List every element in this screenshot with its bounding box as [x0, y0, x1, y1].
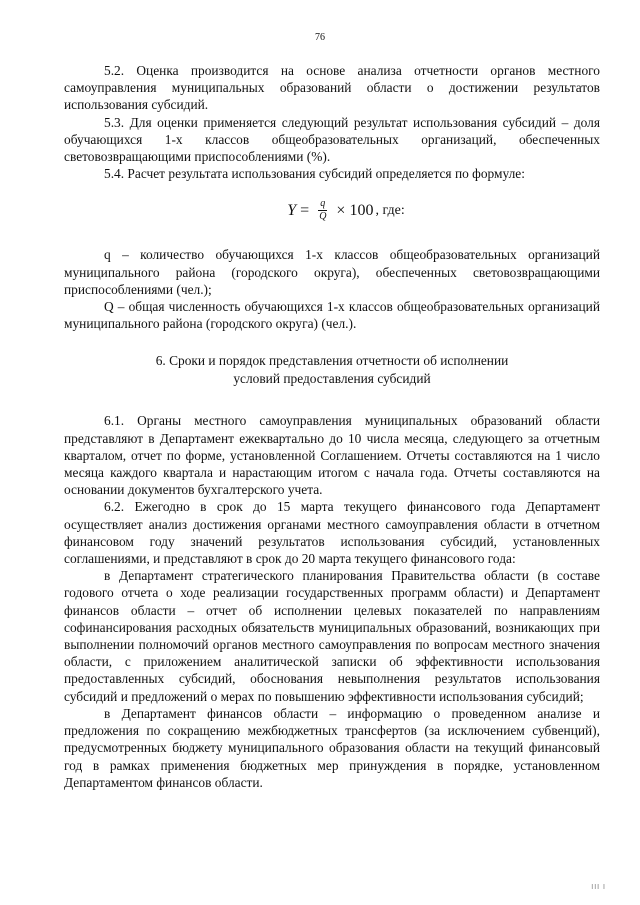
formula-numerator: q	[320, 197, 326, 209]
paragraph-5-4: 5.4. Расчет результата использования субсидий определяется по формуле:	[104, 166, 525, 182]
paragraph-6-2: 6.2. Ежегодно в срок до 15 марта текущего финансового года Департамент осуществляет анализ достижения органами местного самоуправления области в отчетном финансовом году значений результатов использования субсидий, установленных соглашениями, и представляют в срок до 20 марта текущего финансового года:	[64, 499, 600, 567]
definition-q: q – количество обучающихся 1-х классов общеобразовательных организаций муниципального района (городского округа), обеспеченных световозвращающими приспособлениями (чел.);	[64, 247, 600, 297]
formula	[92, 186, 600, 234]
section-6-heading-line2: условий предоставления субсидий	[233, 371, 431, 387]
formula-fraction	[317, 198, 328, 223]
paragraph-6-2-a: в Департамент стратегического планирования Правительства области (в составе годового отчета о ходе реализации государственных программ области) и Департамент финансов области – отчет об исполнении целевых показателей по направлениям софинансирования расходных обязательств муниципальных образований, возникающих при выполнении полномочий органов местного самоуправления по вопросам местного значения области, с приложением аналитической записки об эффективности использования предоставленных субсидий, обоснования невыполнения результатов использования субсидий и предложений о мерах по повышению эффективности использования субсидий;	[64, 568, 600, 704]
paragraph-6-2-b: в Департамент финансов области – информацию о проведенном анализе и предложения по сокращению межбюджетных трансфертов (за исключением субвенций), предусмотренных бюджету муниципального образования области на текущий финансовый год в рамках применения бюджетных мер принуждения в порядке, установленном Департаментом финансов области.	[64, 705, 600, 790]
formula-equals: =	[300, 201, 310, 219]
document-body	[64, 62, 600, 791]
formula-times: ×	[336, 201, 346, 219]
formula-multiplier: 100	[349, 201, 374, 219]
section-6-heading	[64, 352, 600, 388]
footer-mark: III I	[591, 884, 606, 891]
page-number: 76	[315, 32, 325, 43]
formula-tail: , где:	[375, 202, 405, 218]
formula-denominator: Q	[319, 210, 327, 222]
paragraph-5-2: 5.2. Оценка производится на основе анализа отчетности органов местного самоуправления муниципальных образований области о достижении результатов использования субсидий.	[64, 63, 600, 113]
formula-lhs: Y	[287, 201, 297, 219]
section-6-heading-line1: 6. Сроки и порядок представления отчетности об исполнении	[155, 353, 509, 369]
definition-Q: Q – общая численность обучающихся 1-х классов общеобразовательных организаций муниципального района (городского округа) (чел.).	[64, 299, 600, 332]
paragraph-5-3: 5.3. Для оценки применяется следующий результат использования субсидий – доля обучающихся 1-х классов общеобразовательных организаций, обеспеченных световозвращающими приспособлениями (%).	[64, 114, 600, 165]
paragraph-6-1: 6.1. Органы местного самоуправления муниципальных образований области представляют в Департамент ежеквартально до 10 числа месяца, следующего за отчетным кварталом, отчет по форме, установленной Соглашением. Отчеты составляются на 1 число месяца каждого квартала и нарастающим итогом с начала года. Отчеты составляются на основании документов бухгалтерского учета.	[64, 413, 600, 498]
